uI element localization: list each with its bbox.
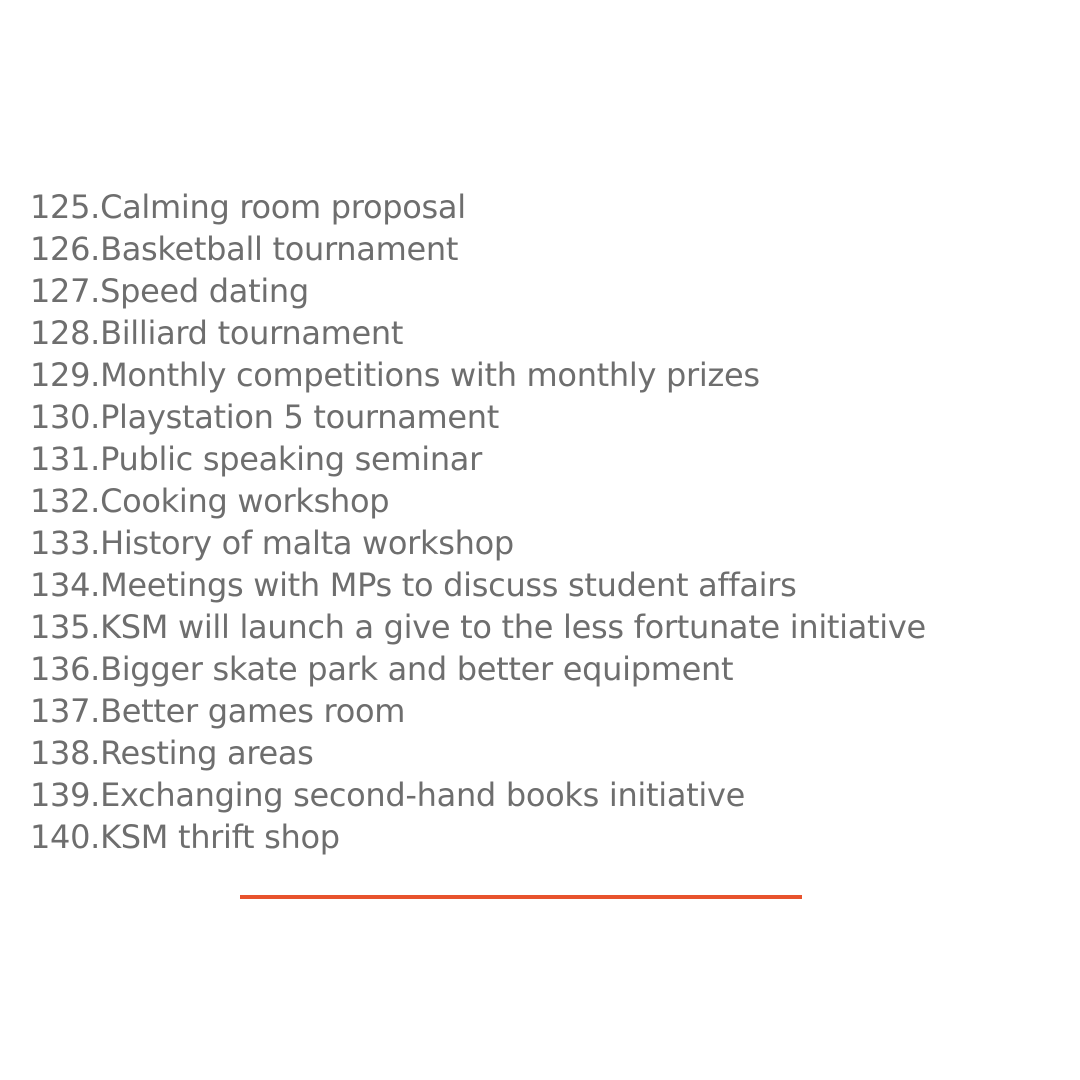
item-text: Meetings with MPs to discuss student affairs [100, 566, 797, 604]
list-item [30, 312, 926, 354]
list-item [30, 564, 926, 606]
list-item [30, 396, 926, 438]
item-number: 129. [30, 356, 101, 394]
item-number: 127. [30, 272, 101, 310]
accent-divider [240, 895, 802, 899]
item-number: 130. [30, 398, 101, 436]
item-number: 135. [30, 608, 101, 646]
item-number: 136. [30, 650, 101, 688]
item-number: 131. [30, 440, 101, 478]
list-item [30, 774, 926, 816]
item-text: Billiard tournament [100, 314, 404, 352]
item-text: Playstation 5 tournament [100, 398, 500, 436]
item-number: 126. [30, 230, 101, 268]
list-item [30, 438, 926, 480]
item-text: Calming room proposal [100, 188, 466, 226]
list-item [30, 732, 926, 774]
list-item [30, 186, 926, 228]
list-item [30, 480, 926, 522]
list-item [30, 270, 926, 312]
item-text: Better games room [100, 692, 406, 730]
item-text: History of malta workshop [100, 524, 514, 562]
item-number: 132. [30, 482, 101, 520]
list-item [30, 690, 926, 732]
list-item [30, 606, 926, 648]
item-text: Speed dating [100, 272, 309, 310]
item-text: KSM thrift shop [100, 818, 340, 856]
item-text: Bigger skate park and better equipment [100, 650, 734, 688]
list-item [30, 816, 926, 858]
item-number: 140. [30, 818, 101, 856]
item-number: 137. [30, 692, 101, 730]
item-text: Public speaking seminar [100, 440, 482, 478]
item-text: Resting areas [100, 734, 314, 772]
item-number: 134. [30, 566, 101, 604]
item-text: Exchanging second-hand books initiative [100, 776, 746, 814]
item-text: Cooking workshop [100, 482, 390, 520]
proposal-list [30, 186, 926, 858]
item-number: 133. [30, 524, 101, 562]
item-text: Monthly competitions with monthly prizes [100, 356, 760, 394]
item-text: KSM will launch a give to the less fortunate initiative [100, 608, 926, 646]
list-item [30, 228, 926, 270]
item-text: Basketball tournament [100, 230, 459, 268]
item-number: 128. [30, 314, 101, 352]
item-number: 125. [30, 188, 101, 226]
list-item [30, 354, 926, 396]
list-item [30, 648, 926, 690]
item-number: 139. [30, 776, 101, 814]
list-item [30, 522, 926, 564]
item-number: 138. [30, 734, 101, 772]
